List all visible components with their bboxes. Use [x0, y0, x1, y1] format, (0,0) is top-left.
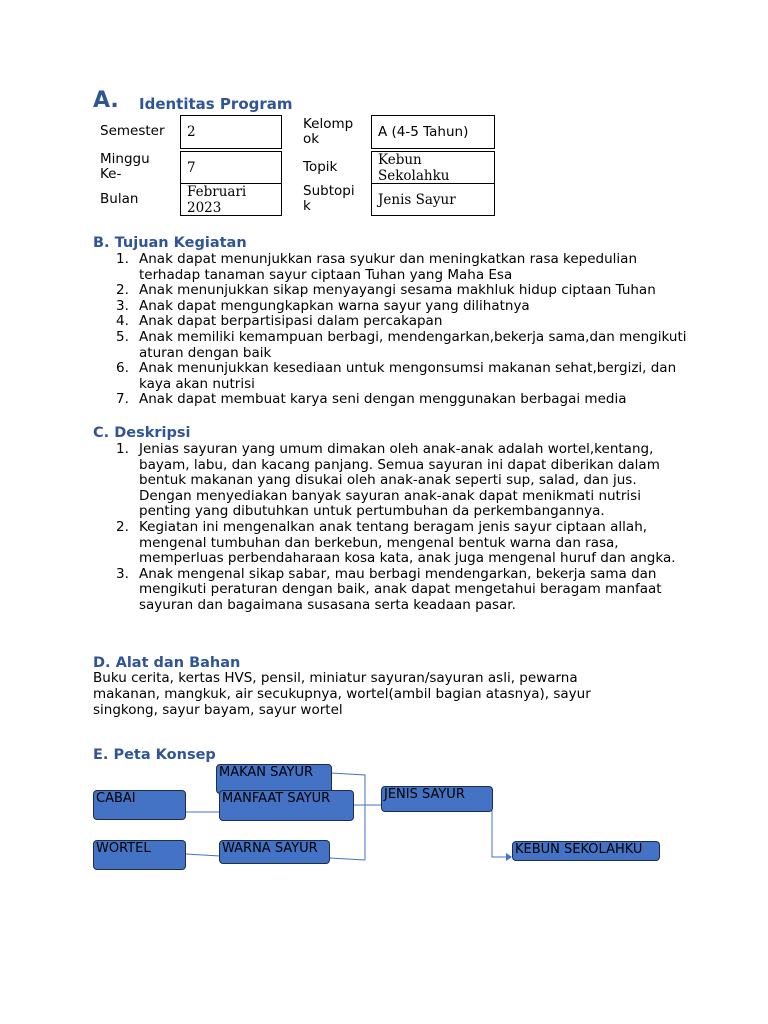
section-b-title: B. Tujuan Kegiatan: [93, 235, 247, 251]
subtopik-label: Subtopi k: [303, 183, 355, 214]
kelompok-value: A (4-5 Tahun): [371, 115, 495, 149]
list-item: 6. Anak menunjukkan kesediaan untuk mengonsumsi makanan sehat,bergizi, dan kaya akan nutrisi: [116, 360, 677, 392]
list-item: 3. Anak dapat mengungkapkan warna sayur yang dilihatnya: [116, 297, 530, 314]
section-a-letter: A.: [93, 88, 119, 113]
node-kebun-sekolahku: KEBUN SEKOLAHKU: [512, 841, 660, 861]
list-item: 2. Anak menunjukkan sikap menyayangi sesama makhluk hidup ciptaan Tuhan: [116, 282, 656, 299]
list-item: 1. Jenias sayuran yang umum dimakan oleh anak-anak adalah wortel,kentang, bayam, labu, dan kacang panjang. Semua sayuran ini dapat diberikan dalam bentuk makanan yang disukai oleh anak-anak seperti sup, salad, dan jus. Dengan menyediakan banyak sayuran anak-anak dapat menikmati nutrisi penting yang dibutuhkan untuk pertumbuhan da perkembangannya.: [116, 441, 660, 520]
bulan-value: Februari 2023: [180, 183, 282, 216]
list-item: 2. Kegiatan ini mengenalkan anak tentang beragam jenis sayur ciptaan allah, mengenal tumbuhan dan berkebun, mengenal bentuk warna dan rasa, memperluas perbendaharaan kosa kata, anak juga mengenal huruf dan angka.: [116, 518, 676, 567]
node-wortel: WORTEL: [93, 840, 186, 870]
list-item: 3. Anak mengenal sikap sabar, mau berbagi mendengarkan, bekerja sama dan mengikuti peraturan dengan baik, anak dapat mengetahui beragam manfaat sayuran dan bagaimana susasana serta keadaan pasar.: [116, 565, 662, 613]
list-item: 4. Anak dapat berpartisipasi dalam percakapan: [116, 313, 443, 330]
list-item: 1. Anak dapat menunjukkan rasa syukur dan meningkatkan rasa kepedulian terhadap tanaman sayur ciptaan Tuhan yang Maha Esa: [116, 251, 638, 283]
connector-jenis-kebun: [492, 810, 506, 857]
node-jenis-sayur: JENIS SAYUR: [381, 786, 493, 812]
alat-bahan-text: Buku cerita, kertas HVS, pensil, miniatur sayuran/sayuran asli, pewarna makanan, mangkuk, air secukupnya, wortel(ambil bagian atasnya), sayur singkong, sayur bayam, sayur wortel: [93, 670, 591, 718]
minggu-label: Minggu Ke-: [100, 151, 150, 182]
list-item: 7. Anak dapat membuat karya seni dengan menggunakan berbagai media: [116, 391, 627, 408]
section-a-title: Identitas Program: [139, 95, 293, 113]
node-warna-sayur: WARNA SAYUR: [219, 840, 330, 864]
subtopik-value: Jenis Sayur: [371, 183, 495, 216]
section-d-title: D. Alat dan Bahan: [93, 655, 241, 671]
section-e-title: E. Peta Konsep: [93, 747, 216, 763]
minggu-value: 7: [180, 151, 282, 184]
list-item: 5. Anak memiliki kemampuan berbagi, mendengarkan,bekerja sama,dan mengikuti aturan dengan baik: [116, 328, 687, 361]
node-cabai: CABAI: [93, 790, 186, 820]
semester-value: 2: [180, 115, 282, 149]
node-manfaat-sayur: MANFAAT SAYUR: [219, 790, 354, 821]
connector-warna: [330, 858, 365, 860]
topik-value: Kebun Sekolahku: [371, 151, 495, 184]
kelompok-label: Kelomp ok: [303, 116, 354, 147]
section-c-title: C. Deskripsi: [93, 425, 191, 441]
topik-label: Topik: [303, 159, 338, 175]
connector-wortel: [186, 854, 220, 856]
semester-label: Semester: [100, 123, 165, 139]
bulan-label: Bulan: [100, 191, 139, 207]
node-makan-sayur: MAKAN SAYUR: [216, 764, 332, 794]
